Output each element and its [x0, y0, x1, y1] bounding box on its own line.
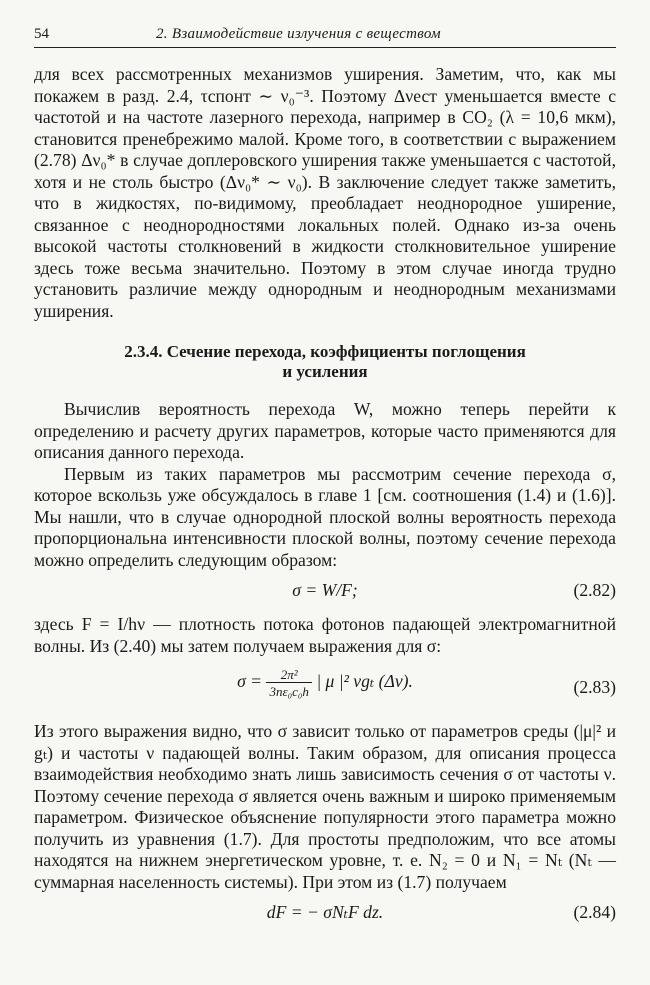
section-heading-line2: и усиления [282, 362, 368, 381]
paragraph-sigma-dependence: Из этого выражения видно, что σ зависит только от параметров среды (|μ|² и gₜ) и частоты ν падающей волны. Таким образом, для описания процесса взаимодействия необходимо знать лишь зависимость сечения σ от частоты ν. Поэтому сечение перехода σ является очень важным и широко применяемым параметром. Физическое объяснение популярности этого параметра можно получить из уравнения (1.7). Для простоты предположим, что все атомы находятся на нижнем энергетическом уровне, т. е. N₂ = 0 и N₁ = Nₜ (Nₜ — суммарная населенность системы). При этом из (1.7) получаем [34, 721, 616, 892]
equation-2-83-denominator: 3nε₀c₀h [269, 684, 309, 699]
header-rule [34, 47, 616, 48]
section-heading [34, 342, 616, 382]
equation-2-84 [34, 896, 616, 930]
equation-2-84-formula: dF = − σNₜF dz. [266, 902, 384, 922]
paragraph-cross-section: Первым из таких параметров мы рассмотрим сечение перехода σ, которое вскользь уже обсуждалось в главе 1 [см. соотношения (1.4) и (1.6)]. Мы нашли, что в случае однородной плоской волны вероятность перехода пропорциональна интенсивности плоской волны, поэтому сечение перехода можно определить следующим образом: [34, 463, 616, 570]
paragraph-transition-probability: Вычислив вероятность перехода W, можно теперь перейти к определению и расчету других параметров, которые часто применяются для описания данного перехода. [34, 399, 616, 462]
equation-2-83 [34, 663, 616, 711]
equation-2-83-formula [34, 667, 616, 699]
paragraph-photon-flux: здесь F = I/hν — плотность потока фотонов падающей электромагнитной волны. Из (2.40) мы затем получаем выражения для σ: [34, 614, 616, 656]
equation-2-82-number: (2.82) [573, 580, 616, 600]
paragraph-broadening: для всех рассмотренных механизмов уширения. Заметим, что, как мы покажем в разд. 2.4, τспонт ∼ ν₀⁻³. Поэтому Δνест уменьшается вместе с частотой и на частоте лазерного перехода, например в CO₂ (λ = 10,6 мкм), становится пренебрежимо малой. Кроме того, в соответствии с выражением (2.78) Δν₀* в случае доплеровского уширения также уменьшается с частотой, хотя и не столь быстро (Δν₀* ∼ ν₀). В заключение следует также заметить, что в жидкостях, по-видимому, преобладает неоднородное уширение, связанное с неоднородностями локальных полей. Однако из-за очень высокой частоты столкновений в жидкости столкновительное уширение здесь тоже весьма значительно. Поэтому в этом случае иногда трудно установить различие между однородным и неоднородным механизмами уширения. [34, 64, 616, 321]
running-title: 2. Взаимодействие излучения с веществом [156, 26, 441, 42]
equation-2-83-number: (2.83) [573, 677, 616, 697]
equation-2-83-numerator: 2π² [266, 667, 311, 683]
section-heading-line1: 2.3.4. Сечение перехода, коэффициенты поглощения [124, 342, 526, 361]
page-number: 54 [34, 26, 49, 42]
equation-2-82-formula: σ = W/F; [292, 580, 358, 600]
equation-2-84-number: (2.84) [573, 902, 616, 922]
page-header [34, 26, 616, 48]
equation-2-83-fraction [266, 667, 311, 699]
page-body [34, 64, 616, 936]
equation-2-82 [34, 574, 616, 608]
equation-2-83-rhs: | μ |² νgₜ (Δν). [316, 671, 413, 692]
equation-2-83-lhs: σ = [237, 671, 263, 692]
